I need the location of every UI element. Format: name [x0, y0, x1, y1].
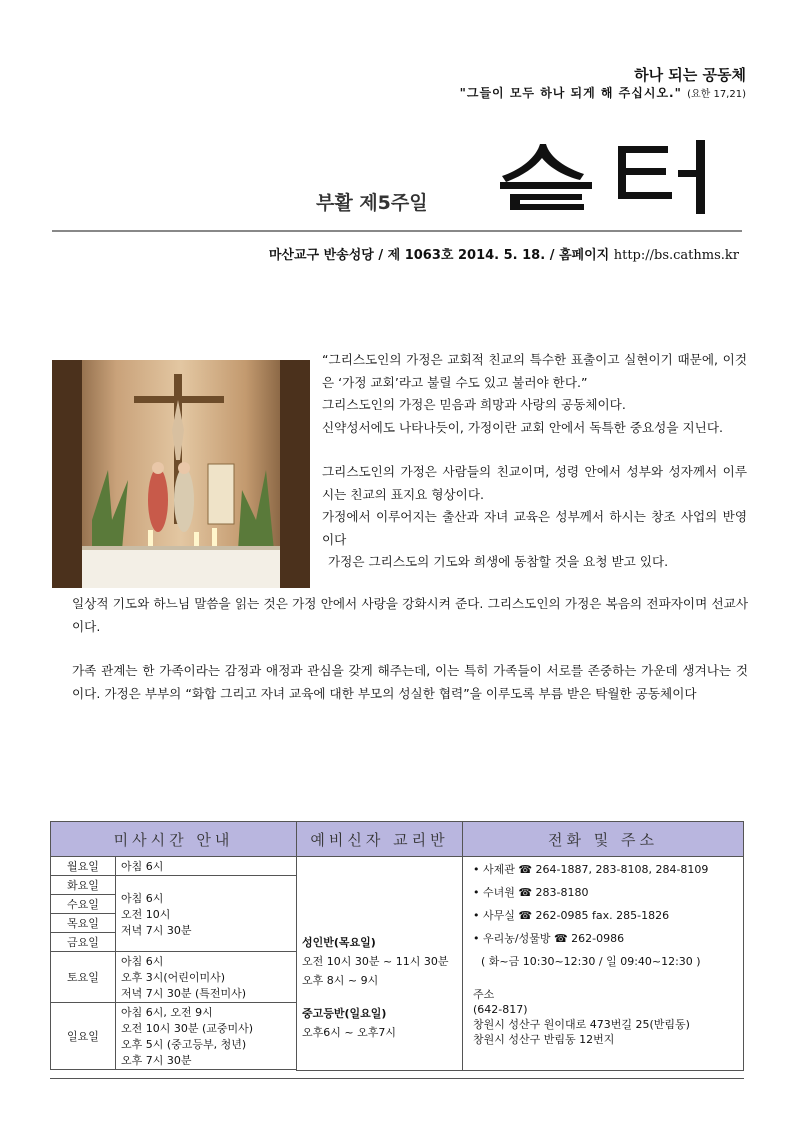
adult-class-time: 오전 10시 30분 ~ 11시 30분 — [302, 954, 449, 968]
day-monday: 월요일 — [51, 857, 116, 876]
contact-header: 전화 및 주소 — [463, 822, 744, 857]
contact-line: • 수녀원 ☎ 283-8180 — [473, 886, 589, 899]
motto-quote — [460, 84, 746, 101]
paragraph: 그리스도인의 가정은 믿음과 희망과 사랑의 공동체이다. — [322, 397, 626, 412]
paragraph: 가족 관계는 한 가족이라는 감정과 애정과 관심을 갖게 해주는데, 이는 특히 가족들이 서로를 존중하는 가운데 생겨나는 것이다. 가정은 부부의 “화합 그리고 자녀 교육에 대한 부모의 성실한 협력”을 이루도록 부름 받은 탁월한 공동체이다 — [72, 663, 748, 701]
paragraph: 일상적 기도와 하느님 말씀을 읽는 것은 가정 안에서 사랑을 강화시켜 준다. 그리스도인의 가정은 복음의 전파자이며 선교사이다. — [72, 596, 748, 634]
day-thursday: 목요일 — [51, 914, 116, 933]
contact-line: • 우리농/성물방 ☎ 262-0986 — [473, 932, 625, 945]
address-line: 창원시 성산구 반림동 12번지 — [473, 1033, 615, 1046]
address-line: 창원시 성산구 원이대로 473번길 25(반림동) — [473, 1018, 690, 1031]
issue-info: 마산교구 반송성당 / 제 1063호 2014. 5. 18. / 홈페이지 — [268, 248, 610, 263]
catechism-header: 예비신자 교리반 — [297, 822, 463, 857]
soltor-logo — [500, 138, 740, 216]
youth-class-time: 오후6시 ~ 오후7시 — [302, 1025, 396, 1039]
day-saturday: 토요일 — [51, 952, 116, 1003]
mass-sunday: 아침 6시, 오전 9시 오전 10시 30분 (교중미사) 오후 5시 (중고등부, 청년) 오후 7시 30분 — [116, 1003, 297, 1070]
catechism-cell — [297, 857, 463, 1071]
mass-header: 미사시간 안내 — [51, 822, 297, 857]
address-line: (642-817) — [473, 1003, 528, 1016]
paragraph: 가정에서 이루어지는 출산과 자녀 교육은 성부께서 하시는 창조 사업의 반영이다 — [322, 509, 747, 547]
mass-monday: 아침 6시 — [116, 857, 297, 876]
adult-class-title: 성인반(목요일) — [302, 935, 376, 949]
motto-reference: (요한 17,21) — [687, 89, 746, 100]
paragraph: “그리스도인의 가정은 교회적 친교의 특수한 표출이고 실현이기 때문에, 이것은 ‘가정 교회’라고 불릴 수도 있고 불러야 한다.” — [322, 352, 747, 390]
address-line: 주소 — [473, 988, 495, 1001]
full-text-block — [72, 593, 748, 705]
day-wednesday: 수요일 — [51, 895, 116, 914]
liturgical-week: 부활 제5주일 — [316, 192, 428, 214]
contact-cell — [463, 857, 744, 1071]
day-sunday: 일요일 — [51, 1003, 116, 1070]
homepage-url[interactable]: http://bs.cathms.kr — [613, 248, 739, 263]
issue-line — [269, 244, 739, 263]
paragraph: 그리스도인의 가정은 사람들의 친교이며, 성령 안에서 성부와 성자께서 이루시는 친교의 표지요 형상이다. — [322, 464, 747, 502]
motto-title: 하나 되는 공동체 — [634, 66, 746, 84]
contact-line: • 사제관 ☎ 264-1887, 283-8108, 284-8109 — [473, 863, 709, 876]
side-text-block — [322, 349, 747, 574]
mass-weekday: 아침 6시 오전 10시 저녁 7시 30분 — [116, 876, 297, 952]
contact-line: ( 화~금 10:30~12:30 / 일 09:40~12:30 ) — [481, 955, 701, 968]
schedule-table — [50, 821, 744, 1071]
youth-class-title: 중고등반(일요일) — [302, 1006, 387, 1020]
adult-class-time: 오후 8시 ~ 9시 — [302, 973, 379, 987]
altar-photo — [52, 360, 310, 588]
footer-rule — [50, 1078, 744, 1079]
paragraph: 신약성서에도 나타나듯이, 가정이란 교회 안에서 독특한 중요성을 지닌다. — [322, 419, 723, 435]
mass-saturday: 아침 6시 오후 3시(어린이미사) 저녁 7시 30분 (특전미사) — [116, 952, 297, 1003]
header-rule — [52, 230, 742, 232]
motto-quote-text: "그들이 모두 하나 되게 해 주십시오." — [459, 86, 682, 100]
address-block — [473, 987, 738, 1047]
paragraph: 가정은 그리스도의 기도와 희생에 동참할 것을 요청 받고 있다. — [328, 554, 669, 569]
day-friday: 금요일 — [51, 933, 116, 952]
day-tuesday: 화요일 — [51, 876, 116, 895]
contact-line: • 사무실 ☎ 262-0985 fax. 285-1826 — [473, 909, 670, 922]
